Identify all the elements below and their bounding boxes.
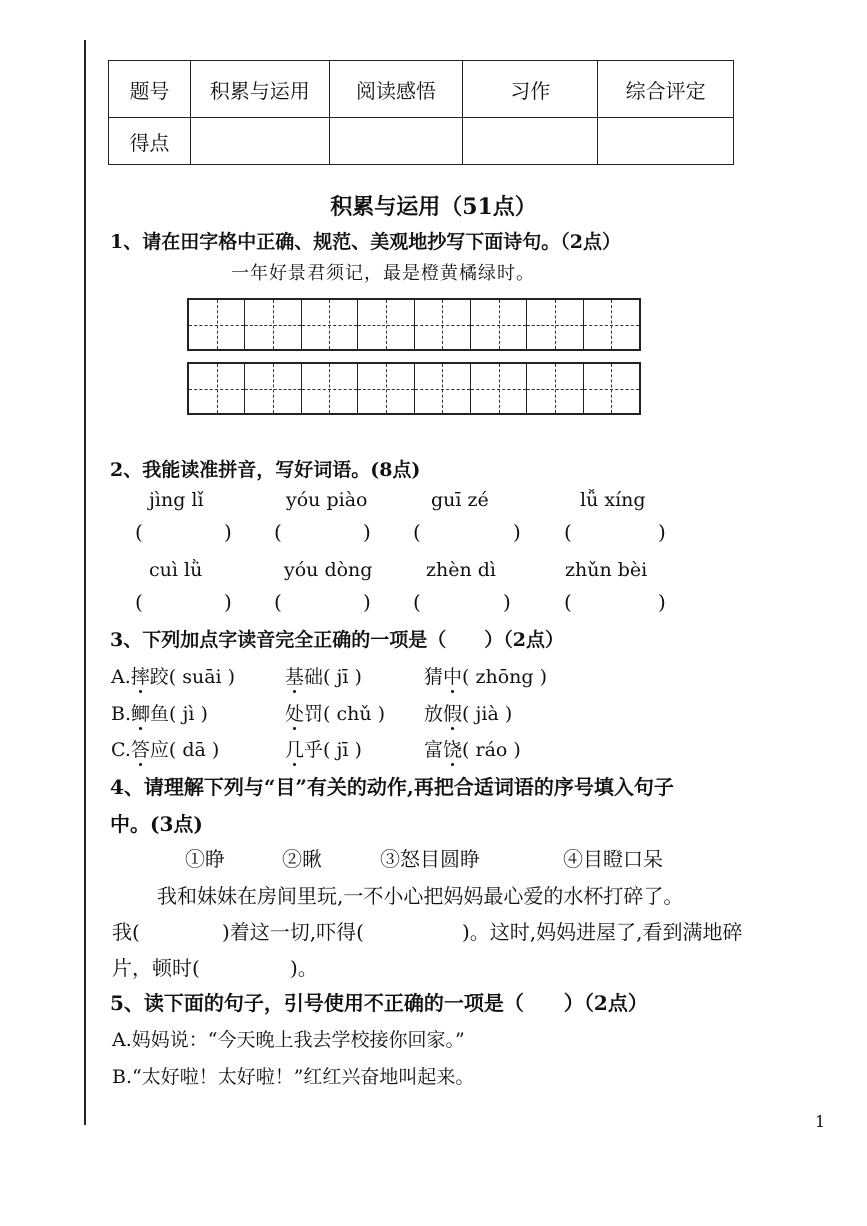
pinyin-word: cuì lǜ [149, 559, 203, 581]
tianzige-grid-row-1[interactable] [187, 298, 641, 351]
option-c-item: 几乎( jī ) [285, 739, 362, 761]
score-entry-cell[interactable] [329, 118, 463, 165]
option-c-item: 富饶( ráo ) [424, 739, 521, 761]
word-choice: ③怒目圆睁 [380, 847, 480, 871]
answer-blank-open: ( [413, 590, 421, 614]
word-choice: ①睁 [185, 847, 225, 871]
option-a: A.妈妈说：“今天晚上我去学校接你回家。” [112, 1029, 465, 1051]
paragraph-line: 我和妹妹在房间里玩,一不小心把妈妈最心爱的水杯打碎了。 [157, 884, 684, 908]
question-2-prompt: 2、我能读准拼音，写好词语。(8点) [110, 459, 421, 481]
answer-blank-open: ( [135, 590, 143, 614]
paragraph-line: )着这一切,吓得( [222, 920, 364, 944]
answer-blank-close: ) [658, 520, 666, 544]
score-table-score-row [109, 118, 734, 165]
question-4-prompt: 4、请理解下列与“目”有关的动作,再把合适词语的序号填入句子 [110, 775, 674, 799]
question-1-prompt: 1、请在田字格中正确、规范、美观地抄写下面诗句。（2点） [110, 231, 621, 253]
option-b-item: B.鲫鱼( jì ) [111, 703, 208, 725]
option-a-item: 猜中( zhōng ) [424, 666, 548, 688]
paragraph-line: 片，顿时( [112, 956, 200, 980]
answer-blank-close: ) [503, 590, 511, 614]
word-choice: ②瞅 [282, 847, 322, 871]
word-choice: ④目瞪口呆 [563, 847, 663, 871]
option-b-item: 放假( jià ) [424, 703, 513, 725]
score-entry-cell[interactable] [463, 118, 598, 165]
pinyin-word: yóu dòng [284, 559, 373, 581]
answer-blank-open: ( [274, 590, 282, 614]
tianzige-grid-row-2[interactable] [187, 362, 641, 415]
answer-blank-open: ( [413, 520, 421, 544]
pinyin-word: lǚ xíng [580, 489, 646, 511]
option-c-item: C.答应( dā ) [111, 739, 220, 761]
score-table-header-row [109, 61, 734, 118]
answer-blank-close: ) [224, 520, 232, 544]
score-table [108, 60, 734, 165]
pinyin-word: zhǔn bèi [565, 559, 648, 581]
paragraph-line: )。这时,妈妈进屋了,看到满地碎 [462, 920, 743, 944]
option-b-item: 处罚( chǔ ) [285, 703, 386, 725]
score-row-label: 得点 [109, 118, 191, 165]
poem-line: 一年好景君须记，最是橙黄橘绿时。 [231, 263, 535, 284]
section-title: 积累与运用（51点） [330, 194, 537, 220]
score-header-cell: 习作 [463, 61, 598, 118]
option-b: B.“太好啦！太好啦！”红红兴奋地叫起来。 [112, 1066, 475, 1088]
answer-blank-close: ) [658, 590, 666, 614]
answer-blank-open: ( [274, 520, 282, 544]
question-4-prompt-cont: 中。(3点) [110, 812, 203, 836]
pinyin-word: guī zé [431, 489, 489, 511]
score-header-cell: 阅读感悟 [329, 61, 463, 118]
answer-blank-open: ( [564, 520, 572, 544]
answer-blank-close: ) [363, 520, 371, 544]
paragraph-line: )。 [290, 956, 318, 980]
question-3-prompt: 3、下列加点字读音完全正确的一项是（ ）（2点） [110, 629, 564, 651]
answer-blank-open: ( [564, 590, 572, 614]
score-header-cell: 积累与运用 [190, 61, 329, 118]
paragraph-line: 我( [112, 920, 140, 944]
page-number: 1 [815, 1112, 826, 1131]
answer-blank-close: ) [363, 590, 371, 614]
answer-blank-close: ) [224, 590, 232, 614]
option-a-item: A.摔跤( suāi ) [111, 666, 236, 688]
option-a-item: 基础( jī ) [285, 666, 362, 688]
answer-blank-open: ( [135, 520, 143, 544]
score-entry-cell[interactable] [598, 118, 734, 165]
score-header-cell: 综合评定 [598, 61, 734, 118]
answer-blank-close: ) [513, 520, 521, 544]
pinyin-word: zhèn dì [426, 559, 497, 581]
pinyin-word: jìng lǐ [149, 489, 204, 511]
score-entry-cell[interactable] [190, 118, 329, 165]
score-header-cell: 题号 [109, 61, 191, 118]
question-5-prompt: 5、读下面的句子，引号使用不正确的一项是（ ）（2点） [110, 991, 648, 1015]
pinyin-word: yóu piào [286, 489, 368, 511]
